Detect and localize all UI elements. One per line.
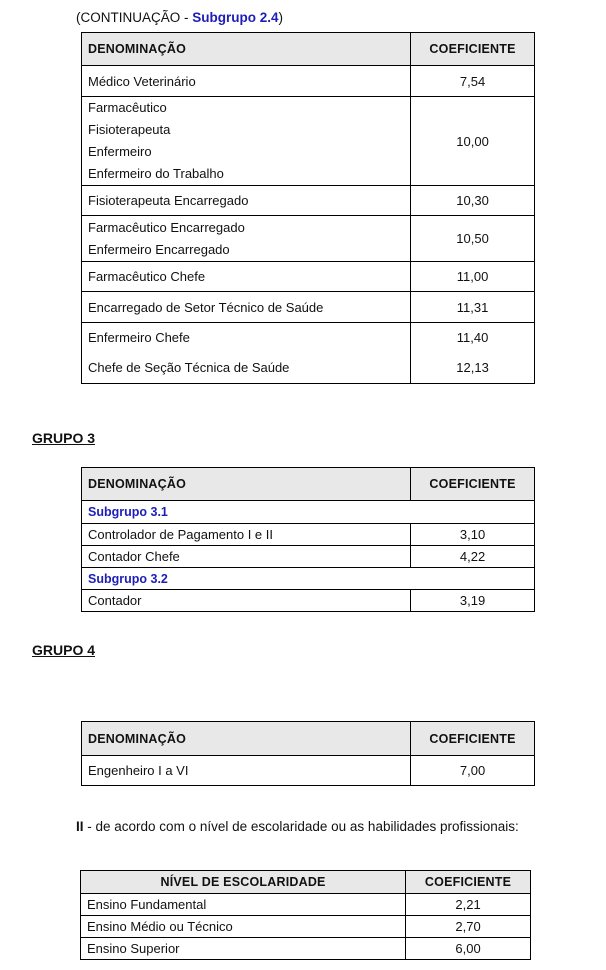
row-coef: 10,50 xyxy=(411,216,535,262)
table-row xyxy=(81,916,531,938)
row-name: Enfermeiro Encarregado xyxy=(88,241,230,257)
row-name: Encarregado de Setor Técnico de Saúde xyxy=(82,292,411,323)
table-row xyxy=(82,323,535,384)
row-coef: 3,10 xyxy=(411,524,535,546)
header-coeficiente: COEFICIENTE xyxy=(406,871,531,894)
header-coeficiente: COEFICIENTE xyxy=(411,33,535,66)
continuation-prefix: (CONTINUAÇÃO - xyxy=(76,10,193,25)
schooling-table xyxy=(80,870,531,960)
subgroup-row xyxy=(82,501,535,524)
row-name: Farmacêutico Chefe xyxy=(82,262,411,292)
table-row xyxy=(82,756,535,786)
row-name: Enfermeiro xyxy=(88,144,152,159)
table-row xyxy=(82,186,535,216)
table-row xyxy=(82,262,535,292)
row-coef: 11,40 xyxy=(456,330,489,345)
row-name: Contador xyxy=(82,590,411,612)
row-name: Médico Veterinário xyxy=(82,66,411,97)
row-name: Enfermeiro Chefe xyxy=(88,330,190,345)
row-coef: 6,00 xyxy=(406,938,531,960)
row-coef: 2,21 xyxy=(406,894,531,916)
schooling-paragraph xyxy=(76,819,519,834)
header-nivel-escolaridade: NÍVEL DE ESCOLARIDADE xyxy=(81,871,406,894)
row-names-multi xyxy=(82,97,411,186)
row-name: Fisioterapeuta xyxy=(88,122,171,137)
table-row xyxy=(82,546,535,568)
subgroup-3-1-label: Subgrupo 3.1 xyxy=(82,501,535,524)
subgroup-3-2-label: Subgrupo 3.2 xyxy=(82,568,535,590)
row-coef: 2,70 xyxy=(406,916,531,938)
row-name: Enfermeiro do Trabalho xyxy=(88,166,224,181)
row-coef: 12,13 xyxy=(456,360,489,375)
table-row xyxy=(82,216,535,262)
header-denominacao: DENOMINAÇÃO xyxy=(82,722,411,756)
header-coeficiente: COEFICIENTE xyxy=(411,722,535,756)
row-coef: 11,31 xyxy=(411,292,535,323)
row-name: Farmacêutico xyxy=(88,100,167,115)
row-coef: 11,00 xyxy=(411,262,535,292)
table-row xyxy=(81,938,531,960)
row-coef: 10,30 xyxy=(411,186,535,216)
row-coef: 7,54 xyxy=(411,66,535,97)
row-name: Controlador de Pagamento I e II xyxy=(82,524,411,546)
roman-numeral: II xyxy=(76,819,84,834)
row-name: Fisioterapeuta Encarregado xyxy=(82,186,411,216)
row-name: Ensino Fundamental xyxy=(81,894,406,916)
subgroup-2-4-table xyxy=(81,32,535,384)
row-coef: 3,19 xyxy=(411,590,535,612)
grupo-3-table xyxy=(81,467,535,612)
row-names-multi xyxy=(82,216,411,262)
row-coefs-multi xyxy=(411,323,535,384)
paragraph-text: - de acordo com o nível de escolaridade ou as habilidades profissionais: xyxy=(83,819,519,834)
header-denominacao: DENOMINAÇÃO xyxy=(82,33,411,66)
row-coef: 10,00 xyxy=(411,97,535,186)
row-name: Engenheiro I a VI xyxy=(82,756,411,786)
table-row xyxy=(82,97,535,186)
row-coef: 4,22 xyxy=(411,546,535,568)
row-name: Ensino Médio ou Técnico xyxy=(81,916,406,938)
table-row xyxy=(81,894,531,916)
row-name: Farmacêutico Encarregado xyxy=(88,219,245,235)
continuation-subgroup: Subgrupo 2.4 xyxy=(192,10,279,25)
subgroup-row xyxy=(82,568,535,590)
row-name: Contador Chefe xyxy=(82,546,411,568)
row-coef: 7,00 xyxy=(411,756,535,786)
header-coeficiente: COEFICIENTE xyxy=(411,468,535,501)
grupo-3-title: GRUPO 3 xyxy=(32,430,96,446)
header-denominacao: DENOMINAÇÃO xyxy=(82,468,411,501)
continuation-suffix: ) xyxy=(278,10,284,25)
row-name: Chefe de Seção Técnica de Saúde xyxy=(88,360,290,375)
row-names-multi xyxy=(82,323,411,384)
continuation-heading xyxy=(76,10,283,25)
row-name: Ensino Superior xyxy=(81,938,406,960)
table-row xyxy=(82,524,535,546)
table-row xyxy=(82,292,535,323)
table-row xyxy=(82,590,535,612)
grupo-4-title: GRUPO 4 xyxy=(32,642,96,658)
grupo-4-table xyxy=(81,721,535,786)
table-row xyxy=(82,66,535,97)
